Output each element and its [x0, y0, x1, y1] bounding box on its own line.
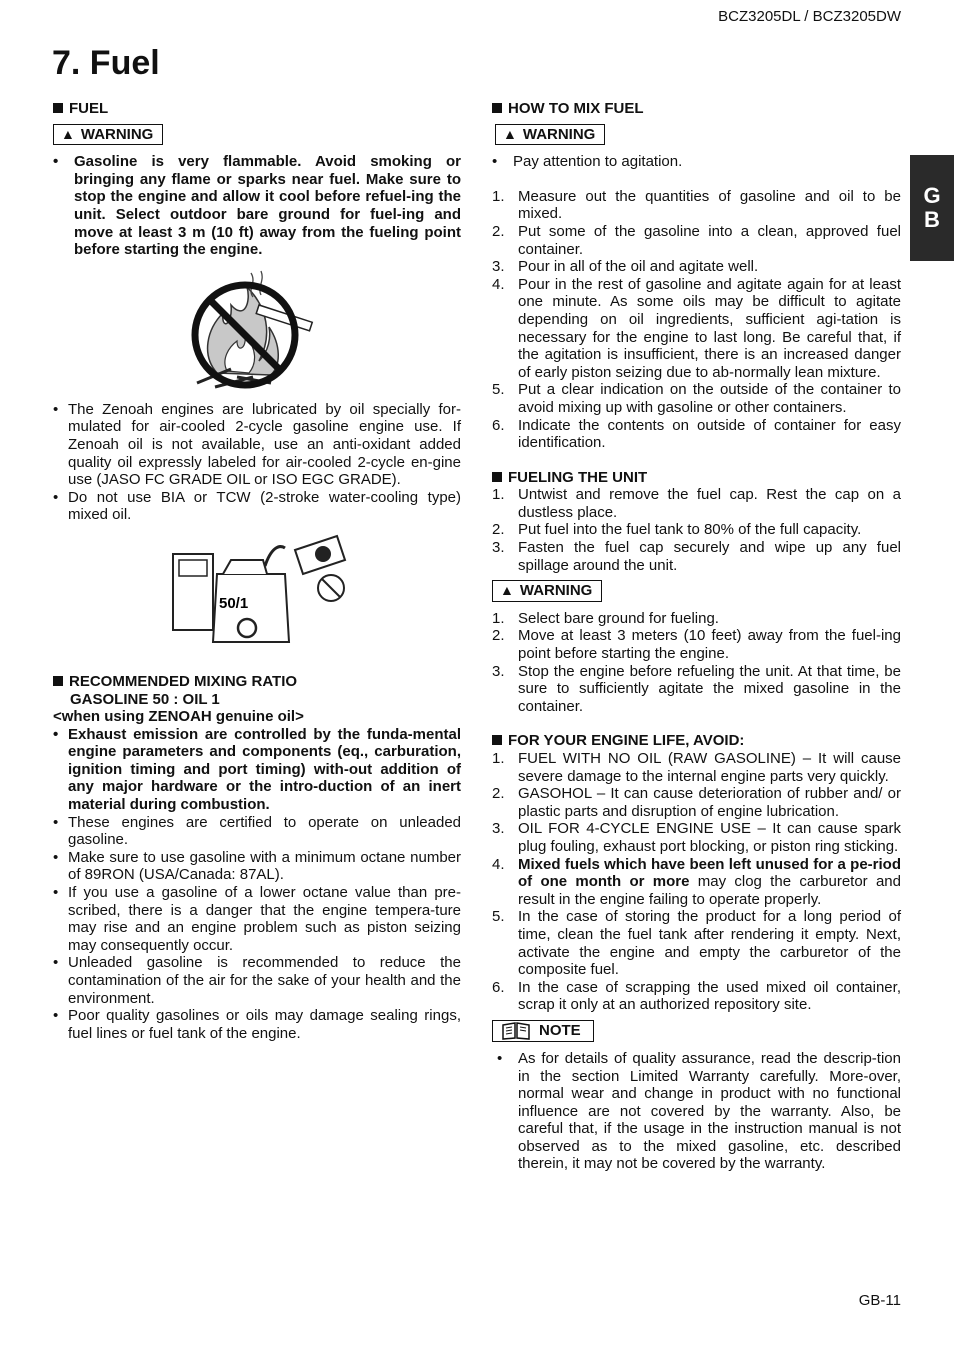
- fuel-can-illustration: [167, 530, 347, 650]
- section-heading-fuel: FUEL: [53, 100, 461, 118]
- list-item: 3. OIL FOR 4-CYCLE ENGINE USE – It can cause spark plug fouling, exhaust port blocking, or piston ring sticking.: [492, 820, 901, 855]
- list-item: 2. GASOHOL – It can cause deterioration of rubber and/ or plastic parts and disruption of engine lubrication.: [492, 785, 901, 820]
- list-item: 5. In the case of storing the product for a long period of time, clean the fuel tank after rendering it empty. Next, activate the engine and empty the carburetor of the composite fuel.: [492, 908, 901, 979]
- can-ratio-label: 50/1: [219, 594, 249, 612]
- list-item: 2. Put fuel into the fuel tank to 80% of the full capacity.: [492, 521, 862, 539]
- page-number: GB-11: [858, 1292, 901, 1309]
- left-column: [53, 100, 461, 1042]
- mixing-ratio-list: [53, 726, 461, 1043]
- section-heading-fueling: FUELING THE UNIT: [492, 469, 901, 487]
- list-item: 1. Measure out the quantities of gasoline and oil to be mixed.: [492, 187, 901, 223]
- list-item: • As for details of quality assurance, read the descrip-tion in the section Limited Warranty carefully. More-over, normal wear and change in product with no functional influence are not covered by the warranty. Also, be careful that, if the usage in the instruction manual is not observed as to the mixed gasoline, etc. described therein, it may not be covered by the warranty.: [497, 1050, 901, 1173]
- language-tab: G B: [910, 155, 954, 261]
- warning-triangle-icon: ▲: [503, 125, 517, 142]
- warning-triangle-icon: ▲: [61, 125, 75, 142]
- page-title: 7. Fuel: [52, 44, 160, 82]
- list-item: • These engines are certified to operate on unleaded gasoline.: [53, 814, 461, 849]
- note-book-icon: [501, 1022, 531, 1040]
- list-item: 3. Fasten the fuel cap securely and wipe up any fuel spillage around the unit.: [492, 539, 901, 574]
- section-heading-how-to-mix: HOW TO MIX FUEL: [492, 100, 901, 118]
- list-item: • Pay attention to agitation.: [492, 153, 901, 171]
- avoid-steps: [492, 750, 901, 1014]
- square-bullet-icon: [492, 735, 502, 745]
- list-item: • Gasoline is very flammable. Avoid smoking or bringing any flame or sparks near fuel. Make sure to stop the engine and allow it cool before refuel-ing the unit. Select outdoor bare ground for fuel-ing and move at least 3 m (10 ft) away from the fueling point before starting the engine.: [53, 153, 461, 259]
- list-item: 6. Indicate the contents on outside of container for easy identification.: [492, 416, 901, 452]
- list-item: 1. FUEL WITH NO OIL (RAW GASOLINE) – It will cause severe damage to the internal engine parts very quickly.: [492, 750, 901, 785]
- mix-bullet-list: [492, 153, 901, 171]
- list-item: 2. Move at least 3 meters (10 feet) away from the fuel-ing point before starting the engine.: [492, 627, 901, 663]
- section-heading-avoid: FOR YOUR ENGINE LIFE, AVOID:: [492, 732, 901, 750]
- square-bullet-icon: [53, 676, 63, 686]
- list-item: • Do not use BIA or TCW (2-stroke water-cooling type) mixed oil.: [53, 489, 461, 524]
- square-bullet-icon: [492, 472, 502, 482]
- note-label: NOTE: [492, 1020, 594, 1042]
- mixing-ratio-note: <when using ZENOAH genuine oil>: [53, 708, 304, 726]
- list-item: 1. Select bare ground for fueling.: [492, 609, 719, 627]
- mixing-ratio-value: GASOLINE 50 : OIL 1: [70, 690, 220, 708]
- note-list: [492, 1050, 901, 1173]
- list-item: 4. Mixed fuels which have been left unused for a pe-riod of one month or more may clog the carburetor and result in the engine failing to operate properly.: [492, 855, 901, 908]
- list-item: • Make sure to use gasoline with a minimum octane number of 89RON (USA/Canada: 87AL).: [53, 849, 461, 884]
- list-item: • Poor quality gasolines or oils may damage sealing rings, fuel lines or fuel tank of the engine.: [53, 1007, 461, 1042]
- list-item: 2. Put some of the gasoline into a clean, approved fuel container.: [492, 222, 901, 258]
- square-bullet-icon: [492, 103, 502, 113]
- warning-label: ▲ WARNING: [492, 580, 602, 602]
- no-fire-smoking-icon: [187, 265, 327, 395]
- right-column: [492, 100, 901, 1173]
- list-item: 3. Stop the engine before refueling the unit. At that time, be sure to sufficiently agitate the mixed gasoline in the container.: [492, 662, 901, 715]
- warning-label: ▲ WARNING: [53, 124, 163, 146]
- fuel-bullet-list: [53, 401, 461, 524]
- list-item: • If you use a gasoline of a lower octane value than pre-scribed, there is a danger that the engine tempera-ture may rise and an engine problem such as piston seizing may consequently occur.: [53, 884, 461, 954]
- list-item: • Unleaded gasoline is recommended to reduce the contamination of the air for the sake of your health and the environment.: [53, 954, 461, 1007]
- list-item: 4. Pour in the rest of gasoline and agitate again for at least one minute. As some oils may be difficult to agitate depending on oil ingredients, sufficient agi-tation is necessary for the engine to last long. Be careful that, if the agitation is insufficient, there is an increased danger of early piston seizing due to ab-normally lean mixture.: [492, 275, 901, 381]
- list-item: 3. Pour in all of the oil and agitate well.: [492, 258, 759, 276]
- mix-steps: [492, 188, 901, 452]
- warning-label: ▲ WARNING: [495, 124, 605, 146]
- list-item: 5. Put a clear indication on the outside of the container to avoid mixing up with gasoline or other containers.: [492, 381, 901, 416]
- fueling-steps: [492, 486, 901, 574]
- square-bullet-icon: [53, 103, 63, 113]
- fuel-warning-list: [53, 153, 461, 259]
- fueling-warning-steps: [492, 610, 901, 716]
- warning-triangle-icon: ▲: [500, 582, 514, 599]
- list-item: 6. In the case of scrapping the used mixed oil container, scrap it only at an authorized repository site.: [492, 978, 901, 1014]
- section-heading-mixing-ratio: RECOMMENDED MIXING RATIO: [53, 673, 461, 691]
- list-item: • The Zenoah engines are lubricated by oil specially for-mulated for air-cooled 2-cycle gasoline engine use. If Zenoah oil is not available, use an anti-oxidant added quality oil expressly labeled for air-cooled 2-cycle en-gine use (JASO FC GRADE OIL or ISO EGC GRADE).: [53, 401, 461, 489]
- list-item: • Exhaust emission are controlled by the funda-mental engine parameters and components (eq., carburation, ignition timing and port timing) with-out addition of any major hardware or the intro-duction of an inert material during combustion.: [53, 726, 461, 814]
- list-item: 1. Untwist and remove the fuel cap. Rest the cap on a dustless place.: [492, 486, 901, 521]
- model-number: BCZ3205DL / BCZ3205DW: [718, 8, 901, 25]
